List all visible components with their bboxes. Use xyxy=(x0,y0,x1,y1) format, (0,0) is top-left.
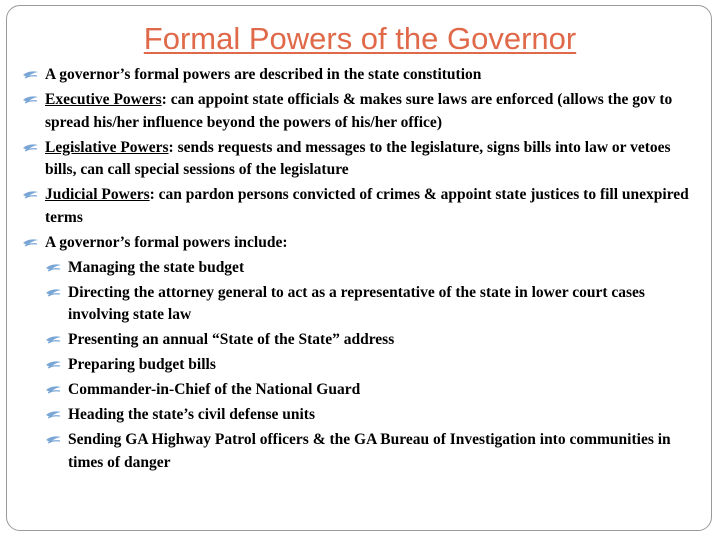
slide-title-text: Formal Powers of the Governor xyxy=(143,21,577,56)
bullet-swoosh-icon xyxy=(22,94,39,107)
bullet-swoosh-icon xyxy=(45,434,62,447)
sub-bullet-text: Heading the state’s civil defense units xyxy=(68,406,315,423)
bullet-swoosh-icon xyxy=(22,237,39,250)
sub-bullet-item xyxy=(20,257,704,280)
bullet-item xyxy=(20,64,704,87)
bullet-item xyxy=(20,137,704,182)
sub-bullet-item xyxy=(20,429,704,474)
slide-content xyxy=(20,64,704,477)
bullet-swoosh-icon xyxy=(22,69,39,82)
sub-bullet-text: Directing the attorney general to act as a representative of the state in lower court cases involving state law xyxy=(68,283,645,323)
bullet-swoosh-icon xyxy=(22,142,39,155)
bullet-lead: Legislative Powers xyxy=(45,138,169,156)
bullet-text: : sends requests and messages to the legislature, signs bills into law or vetoes bills, can call special sessions of the legislature xyxy=(45,138,671,178)
sub-bullet-item xyxy=(20,282,704,327)
sub-bullet-item xyxy=(20,404,704,427)
sub-bullet-text: Managing the state budget xyxy=(68,258,245,276)
slide-title xyxy=(0,20,720,58)
sub-bullet-text: Preparing budget bills xyxy=(68,356,216,373)
sub-bullet-item xyxy=(20,379,704,402)
bullet-swoosh-icon xyxy=(45,334,62,347)
bullet-swoosh-icon xyxy=(45,262,62,275)
bullet-swoosh-icon xyxy=(45,287,62,300)
bullet-swoosh-icon xyxy=(22,189,39,202)
bullet-swoosh-icon xyxy=(45,359,62,372)
bullet-swoosh-icon xyxy=(45,384,62,397)
bullet-swoosh-icon xyxy=(45,409,62,422)
bullet-lead: Judicial Powers xyxy=(45,186,150,203)
bullet-text: : can appoint state officials & makes sure laws are enforced (allows the gov to spread his/her influence beyond the powers of his/her office) xyxy=(45,91,673,131)
bullet-text: A governor’s formal powers are described in the state constitution xyxy=(45,66,482,83)
sub-bullet-text: Sending GA Highway Patrol officers & the GA Bureau of Investigation into communities in times of danger xyxy=(68,431,671,471)
sub-bullet-item xyxy=(20,329,704,352)
bullet-text: A governor’s formal powers include: xyxy=(45,233,288,251)
sub-bullet-text: Presenting an annual “State of the State” address xyxy=(68,331,395,348)
bullet-item xyxy=(20,89,704,134)
sub-bullet-item xyxy=(20,354,704,377)
bullet-lead: Executive Powers xyxy=(45,91,162,108)
bullet-item xyxy=(20,184,704,229)
bullet-text: : can pardon persons convicted of crimes & appoint state justices to fill unexpired terms xyxy=(45,186,689,226)
sub-bullet-text: Commander-in-Chief of the National Guard xyxy=(68,381,361,398)
bullet-item xyxy=(20,232,704,255)
